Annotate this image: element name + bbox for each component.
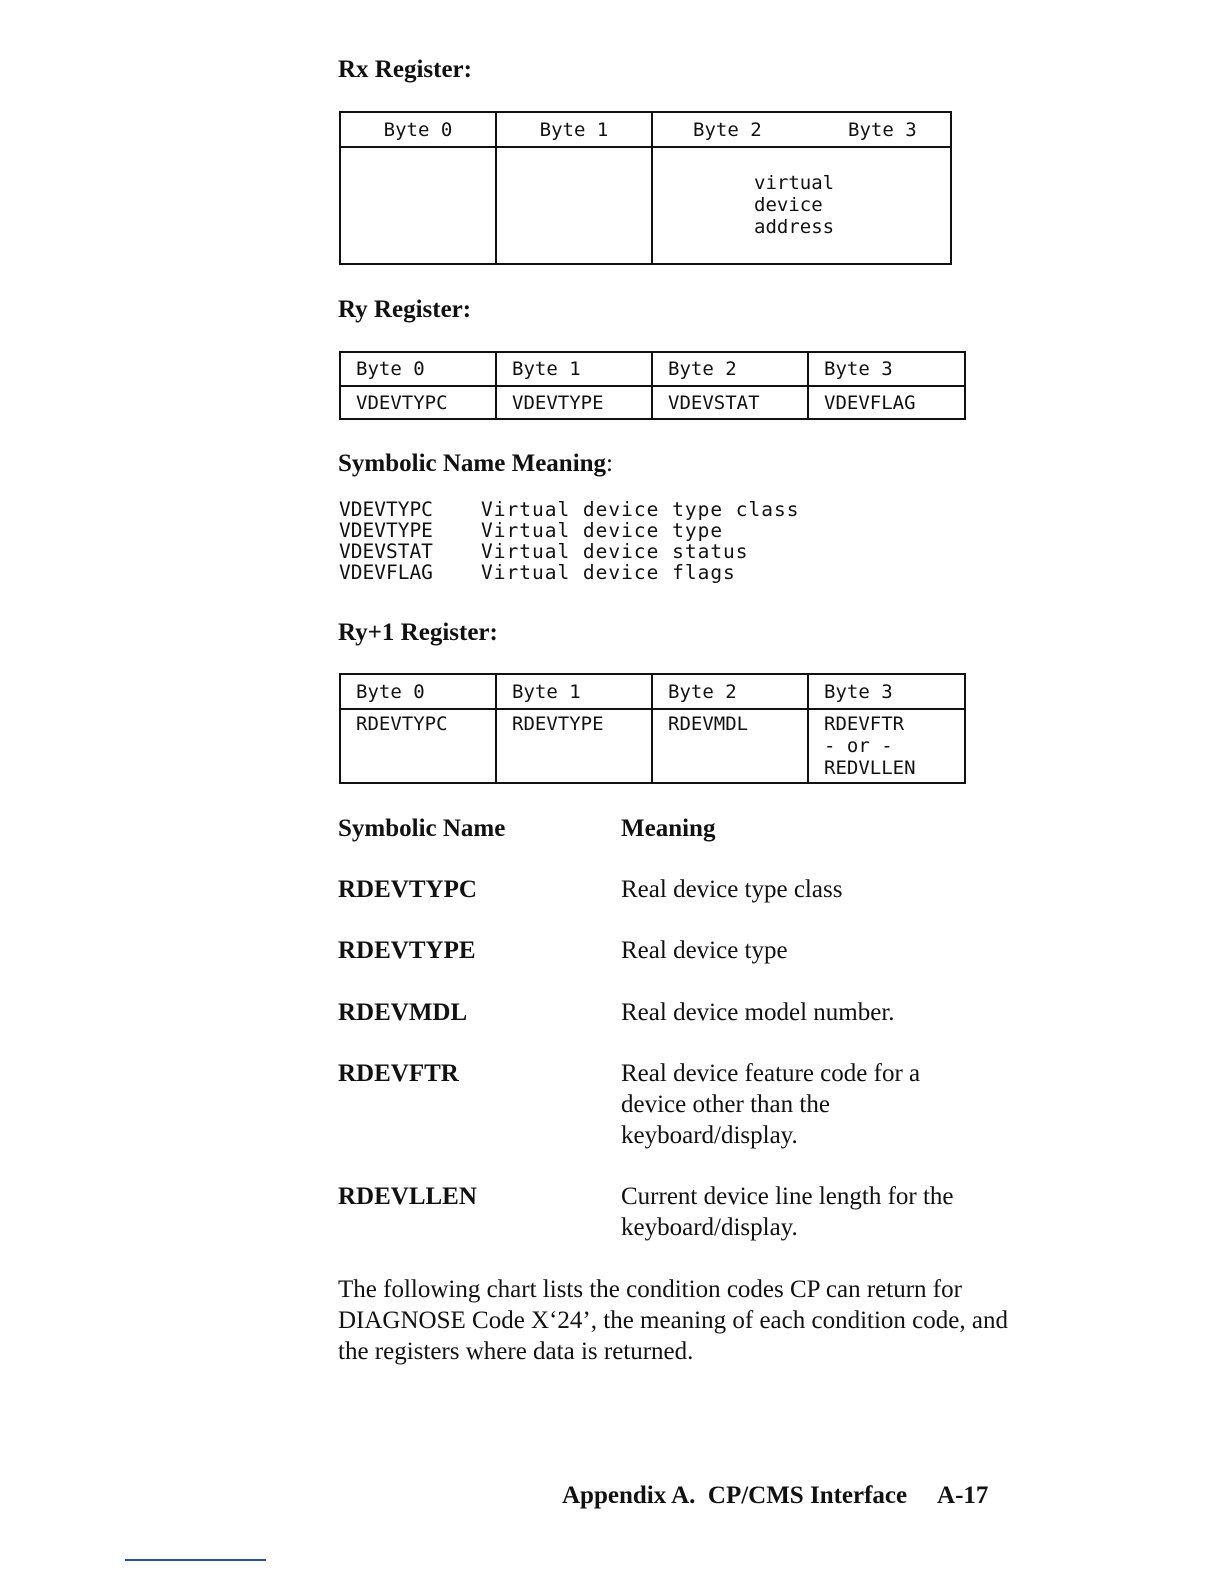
definitions-header — [338, 813, 1038, 844]
virtual-device-symbol-list — [339, 499, 800, 583]
ry1-byte3-header: Byte 3 — [808, 674, 965, 709]
rx-byte0-cell — [340, 147, 496, 264]
definition-row — [338, 1181, 1038, 1243]
rx-byte0-header: Byte 0 — [340, 112, 496, 147]
ry-byte1-header: Byte 1 — [496, 352, 652, 386]
symbol-name: VDEVTYPC — [339, 498, 433, 521]
rx-cell-line-3: address — [754, 216, 835, 238]
symbol-meaning: Virtual device type — [481, 519, 724, 542]
symbol-name: VDEVSTAT — [339, 540, 433, 563]
rx-byte2-header: Byte 2 — [652, 112, 808, 147]
ry-byte3-value: VDEVFLAG — [808, 386, 965, 419]
definition-term: RDEVFTR — [338, 1060, 459, 1087]
definition-text: Real device model number. — [621, 999, 895, 1026]
ry1-byte1-header: Byte 1 — [496, 674, 652, 709]
list-item — [339, 499, 800, 520]
definition-term: RDEVMDL — [338, 999, 468, 1026]
rx-byte1-header: Byte 1 — [496, 112, 652, 147]
definition-text: Real device type — [621, 937, 788, 964]
symbolic-meaning-heading-text: Symbolic Name Meaning — [338, 450, 607, 477]
symbol-name: VDEVTYPE — [339, 519, 433, 542]
ry-byte2-header: Byte 2 — [652, 352, 808, 386]
list-item — [339, 520, 800, 541]
ry-register-heading: Ry Register: — [338, 296, 472, 323]
ry1-byte3-alt: REDVLLEN — [824, 757, 916, 779]
ry-byte1-value: VDEVTYPE — [496, 386, 652, 419]
symbol-meaning: Virtual device flags — [481, 561, 736, 584]
symbol-meaning: Virtual device status — [481, 540, 749, 563]
column-symbolic-name: Symbolic Name — [338, 815, 506, 842]
rx-byte3-header: Byte 3 — [808, 112, 951, 147]
ry-byte0-value: VDEVTYPC — [340, 386, 496, 419]
ry-byte2-value: VDEVSTAT — [652, 386, 808, 419]
definition-text: Real device type class — [621, 876, 843, 903]
symbolic-meaning-heading-colon: : — [606, 450, 613, 477]
page-number: A-17 — [937, 1482, 989, 1509]
definition-term: RDEVLLEN — [338, 1183, 477, 1210]
rx-cell-line-2: device — [754, 194, 823, 216]
ry1-byte0-header: Byte 0 — [340, 674, 496, 709]
ry1-byte0-value: RDEVTYPC — [340, 709, 496, 783]
ry1-byte1-value: RDEVTYPE — [496, 709, 652, 783]
symbol-name: VDEVFLAG — [339, 561, 433, 584]
definition-row — [338, 997, 1038, 1028]
ry1-byte2-value: RDEVMDL — [652, 709, 808, 783]
list-item — [339, 562, 800, 583]
footer-rule — [125, 1559, 266, 1561]
definition-term: RDEVTYPC — [338, 876, 477, 903]
ry1-register-table — [339, 673, 966, 784]
symbol-meaning: Virtual device type class — [481, 498, 800, 521]
rx-byte1-cell — [496, 147, 652, 264]
ry-byte0-header: Byte 0 — [340, 352, 496, 386]
rx-register-table — [339, 111, 952, 265]
ry1-register-heading: Ry+1 Register: — [338, 619, 498, 646]
condition-codes-paragraph: The following chart lists the condition codes CP can return for DIAGNOSE Code X‘24’, the meaning of each condition code, and the registers where data is returned. — [338, 1276, 1008, 1365]
ry1-byte3-value: RDEVFTR — [824, 713, 905, 735]
ry1-byte3-or: - or - — [824, 735, 893, 757]
rx-cell-line-1: virtual — [754, 172, 835, 194]
ry1-byte3-cell — [808, 709, 965, 783]
list-item — [339, 541, 800, 562]
definition-text: Current device line length for the keyboard/display. — [621, 1183, 954, 1241]
definition-text: Real device feature code for a device other than the keyboard/display. — [621, 1060, 921, 1149]
definition-row — [338, 935, 1038, 966]
page-footer — [562, 1482, 988, 1510]
definition-row — [338, 874, 1038, 905]
column-meaning: Meaning — [621, 815, 716, 842]
ry-byte3-header: Byte 3 — [808, 352, 965, 386]
rx-register-heading: Rx Register: — [338, 56, 472, 83]
rx-address-cell — [652, 147, 951, 264]
definition-row — [338, 1058, 1038, 1151]
definition-term: RDEVTYPE — [338, 937, 476, 964]
ry1-byte2-header: Byte 2 — [652, 674, 808, 709]
ry-register-table — [339, 351, 966, 420]
symbolic-meaning-heading — [338, 450, 613, 478]
footer-section: Appendix A. CP/CMS Interface — [562, 1482, 908, 1509]
